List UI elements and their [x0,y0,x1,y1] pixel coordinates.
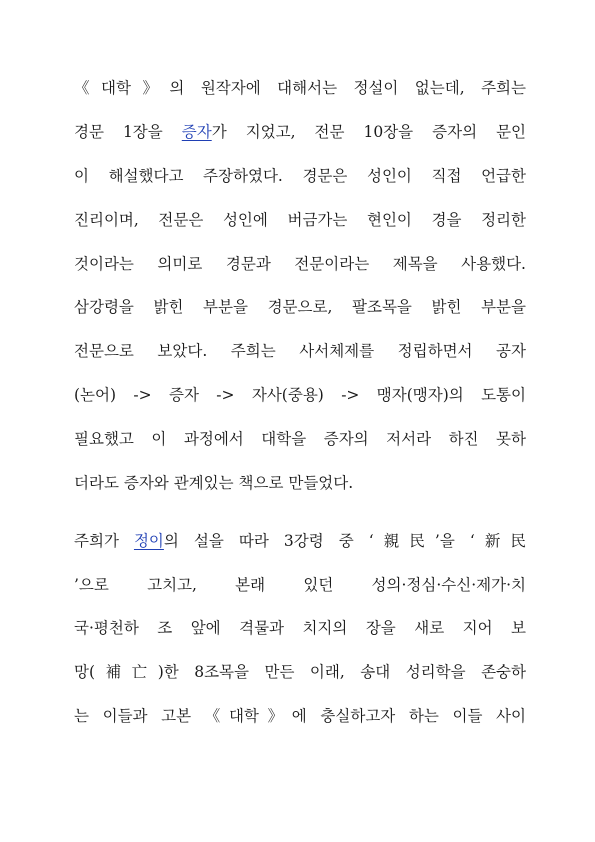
text-line [74,293,526,321]
text-line [74,571,526,599]
text-span: 진리이며, 전문은 성인에 버금가는 현인이 경을 정리한 [74,211,526,229]
text-line [74,206,526,234]
text-span: 가 지었고, 전문 10장을 증자의 문인 [211,123,527,141]
text-line [74,381,526,409]
text-span: 망(補亡)한 8조목을 만든 이래, 송대 성리학을 존숭하 [74,663,526,681]
text-line [74,425,526,453]
text-line [74,702,526,730]
text-span: 《대학》의 원작자에 대해서는 정설이 없는데, 주희는 [74,79,526,97]
link-jeungja[interactable]: 증자 [181,123,212,141]
text-line [74,658,526,686]
text-span: 경문 1장을 [74,123,182,141]
text-span: 삼강령을 밝힌 부분을 경문으로, 팔조목을 밝힌 부분을 [74,298,526,316]
text-span: 더라도 증자와 관계있는 책으로 만들었다. [74,474,354,492]
text-span: 것이라는 의미로 경문과 전문이라는 제목을 사용했다. [74,255,526,273]
text-span: 국·평천하 조 앞에 격물과 치지의 장을 새로 지어 보 [74,619,526,637]
text-line [74,527,526,555]
link-jeongi[interactable]: 정이 [133,532,164,550]
text-span: 전문으로 보았다. 주희는 사서체제를 정립하면서 공자 [74,342,526,360]
text-line [74,614,526,642]
text-line [74,250,526,278]
text-line [74,162,526,190]
text-line [74,74,526,102]
text-span: 주희가 [74,532,134,550]
text-span: (논어) -> 증자 -> 자사(중용) -> 맹자(맹자)의 도통이 [74,386,526,404]
text-span: ’으로 고치고, 본래 있던 성의·정심·수신·제가·치 [74,576,526,594]
text-span: 필요했고 이 과정에서 대학을 증자의 저서라 하진 못하 [74,430,526,448]
text-line [74,118,526,146]
text-span: 이 해설했다고 주장하였다. 경문은 성인이 직접 언급한 [74,167,526,185]
text-span: 의 설을 따라 3강령 중 ‘親民’을 ‘新民 [163,532,526,550]
text-line [74,469,526,497]
text-span: 는 이들과 고본 《대학》에 충실하고자 하는 이들 사이 [74,707,526,725]
text-line [74,337,526,365]
